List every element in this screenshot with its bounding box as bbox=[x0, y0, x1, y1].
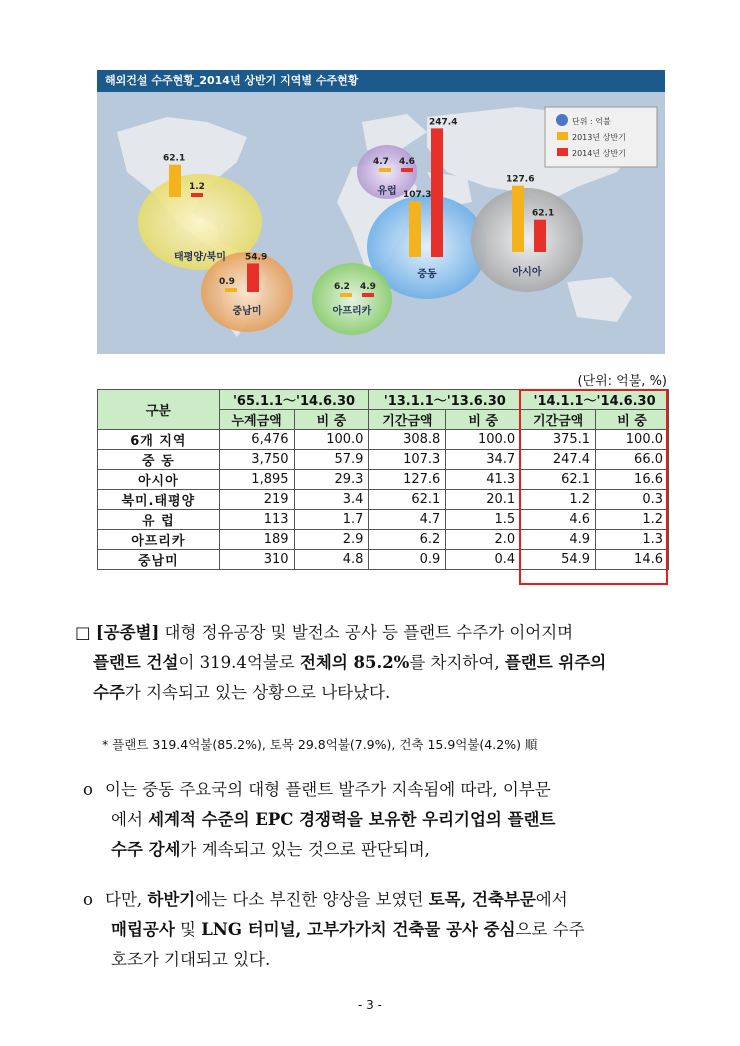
region-label: 아프리카 bbox=[332, 306, 372, 317]
table-cell: 1.2 bbox=[596, 510, 669, 530]
table-cell: 1,895 bbox=[219, 470, 294, 490]
bar-2013 bbox=[225, 288, 237, 292]
text: 에는 다소 부진한 양상을 보였던 bbox=[195, 890, 429, 909]
table-cell: 100.0 bbox=[446, 430, 521, 450]
subheader: 비 중 bbox=[294, 410, 369, 430]
table-cell: 16.6 bbox=[596, 470, 669, 490]
infographic-title: 해외건설 수주현황_2014년 상반기 지역별 수주현황 bbox=[97, 70, 665, 92]
table-row bbox=[98, 530, 669, 550]
legend bbox=[545, 107, 657, 167]
value-label-2013: 62.1 bbox=[163, 153, 186, 164]
table-cell: 62.1 bbox=[369, 490, 446, 510]
table-row bbox=[98, 450, 669, 470]
table-cell: 6.2 bbox=[369, 530, 446, 550]
table-cell: 2.9 bbox=[294, 530, 369, 550]
bullet-1 bbox=[75, 775, 675, 865]
table-row bbox=[98, 550, 669, 570]
table-cell: 100.0 bbox=[294, 430, 369, 450]
page-number: - 3 - bbox=[358, 998, 382, 1012]
section-heading: [공종별] bbox=[95, 623, 160, 642]
region-label: 중남미 bbox=[232, 306, 262, 317]
row-label: 중 동 bbox=[98, 450, 220, 470]
world-map-chart bbox=[97, 92, 665, 354]
svg-text:2013년 상반기: 2013년 상반기 bbox=[572, 133, 626, 142]
bullet-icon: o bbox=[83, 890, 93, 909]
bold-text: 플랜트 위주의 bbox=[504, 653, 607, 672]
bar-2013 bbox=[169, 165, 181, 197]
unit-note: (단위: 억불, %) bbox=[577, 374, 667, 389]
table-row bbox=[98, 470, 669, 490]
text: 이 319.4억불로 bbox=[178, 653, 300, 672]
bar-2013 bbox=[512, 186, 524, 252]
row-label: 아프리카 bbox=[98, 530, 220, 550]
svg-text:2014년 상반기: 2014년 상반기 bbox=[572, 149, 626, 158]
value-label-2014: 1.2 bbox=[189, 182, 205, 192]
value-label-2014: 247.4 bbox=[429, 117, 458, 128]
table-cell: 2.0 bbox=[446, 530, 521, 550]
table-cell: 247.4 bbox=[521, 450, 596, 470]
table-cell: 62.1 bbox=[521, 470, 596, 490]
subheader: 기간금액 bbox=[369, 410, 446, 430]
table-cell: 100.0 bbox=[596, 430, 669, 450]
header-group: 구분 bbox=[98, 390, 220, 430]
table-cell: 0.4 bbox=[446, 550, 521, 570]
table-cell: 4.9 bbox=[521, 530, 596, 550]
row-label: 아시아 bbox=[98, 470, 220, 490]
bar-2014 bbox=[362, 293, 374, 297]
region-infographic bbox=[97, 70, 665, 354]
checkbox-icon: □ bbox=[75, 623, 91, 642]
table-cell: 127.6 bbox=[369, 470, 446, 490]
value-label-2013: 127.6 bbox=[506, 174, 535, 185]
bar-2014 bbox=[401, 168, 413, 172]
table-cell: 3.4 bbox=[294, 490, 369, 510]
bold-text: 수주 강세 bbox=[111, 840, 181, 859]
table-cell: 54.9 bbox=[521, 550, 596, 570]
value-label-2014: 62.1 bbox=[532, 208, 555, 219]
value-label-2013: 6.2 bbox=[334, 282, 350, 292]
bullet-icon: o bbox=[83, 780, 93, 799]
bar-2014 bbox=[534, 220, 546, 252]
bold-text: LNG 터미널, 고부가가치 건축물 공사 중심 bbox=[201, 920, 516, 939]
text: 으로 수주 bbox=[515, 920, 585, 939]
table-cell: 107.3 bbox=[369, 450, 446, 470]
table-cell: 189 bbox=[219, 530, 294, 550]
bar-2014 bbox=[191, 193, 203, 197]
svg-text:단위 : 억불: 단위 : 억불 bbox=[572, 117, 611, 126]
value-label-2014: 4.6 bbox=[399, 157, 415, 167]
table-row bbox=[98, 490, 669, 510]
table-cell: 308.8 bbox=[369, 430, 446, 450]
table-cell: 4.8 bbox=[294, 550, 369, 570]
bar-2013 bbox=[409, 201, 421, 257]
text: 대형 정유공장 및 발전소 공사 등 플랜트 수주가 이어지며 bbox=[159, 623, 574, 642]
region-table bbox=[97, 389, 669, 570]
bar-2014 bbox=[247, 263, 259, 292]
bar-2013 bbox=[340, 293, 352, 297]
table-cell: 34.7 bbox=[446, 450, 521, 470]
region-label: 태평양/북미 bbox=[174, 252, 226, 263]
table-cell: 41.3 bbox=[446, 470, 521, 490]
table-cell: 113 bbox=[219, 510, 294, 530]
table-cell: 0.3 bbox=[596, 490, 669, 510]
table-cell: 1.5 bbox=[446, 510, 521, 530]
bold-text: 토목, 건축부문 bbox=[428, 890, 536, 909]
text: 이는 중동 주요국의 대형 플랜트 발주가 지속됨에 따라, 이부문 bbox=[105, 780, 551, 799]
text: 호조가 기대되고 있다. bbox=[111, 950, 271, 969]
table-cell: 66.0 bbox=[596, 450, 669, 470]
value-label-2013: 4.7 bbox=[373, 157, 389, 167]
region-label: 중동 bbox=[417, 269, 437, 280]
subheader: 기간금액 bbox=[521, 410, 596, 430]
text: 에서 bbox=[535, 890, 568, 909]
bold-text: 수주 bbox=[93, 683, 125, 702]
table-cell: 310 bbox=[219, 550, 294, 570]
table-cell: 1.7 bbox=[294, 510, 369, 530]
bold-text: 세계적 수준의 EPC 경쟁력을 보유한 우리기업의 플랜트 bbox=[148, 810, 556, 829]
section-paragraph bbox=[75, 618, 675, 708]
text: 에서 bbox=[111, 810, 149, 829]
region-label: 아시아 bbox=[512, 267, 542, 278]
table-cell: 6,476 bbox=[219, 430, 294, 450]
text: 다만, bbox=[105, 890, 148, 909]
header-period: '65.1.1～'14.6.30 bbox=[219, 390, 369, 410]
subheader: 비 중 bbox=[596, 410, 669, 430]
table-cell: 57.9 bbox=[294, 450, 369, 470]
value-label-2014: 4.9 bbox=[360, 282, 376, 292]
table-cell: 3,750 bbox=[219, 450, 294, 470]
bold-text: 전체의 85.2% bbox=[299, 653, 410, 672]
text: 가 계속되고 있는 것으로 판단되며, bbox=[180, 840, 430, 859]
table-row bbox=[98, 430, 669, 450]
table-cell: 375.1 bbox=[521, 430, 596, 450]
value-label-2013: 107.3 bbox=[403, 190, 432, 201]
region-label: 유럽 bbox=[377, 186, 397, 197]
bold-text: 하반기 bbox=[147, 890, 196, 909]
table-cell: 0.9 bbox=[369, 550, 446, 570]
subheader: 비 중 bbox=[446, 410, 521, 430]
header-period: '13.1.1～'13.6.30 bbox=[369, 390, 521, 410]
table-cell: 1.2 bbox=[521, 490, 596, 510]
bar-2014 bbox=[431, 128, 443, 257]
bullet-2 bbox=[75, 885, 675, 975]
subheader: 누계금액 bbox=[219, 410, 294, 430]
table-cell: 219 bbox=[219, 490, 294, 510]
table-cell: 4.6 bbox=[521, 510, 596, 530]
bar-2013 bbox=[379, 168, 391, 172]
row-label: 북미.태평양 bbox=[98, 490, 220, 510]
bold-text: 매립공사 bbox=[111, 920, 175, 939]
row-label: 6개 지역 bbox=[98, 430, 220, 450]
text: 가 지속되고 있는 상황으로 나타났다. bbox=[124, 683, 391, 702]
row-label: 유 럽 bbox=[98, 510, 220, 530]
value-label-2013: 0.9 bbox=[219, 277, 235, 287]
table-row bbox=[98, 510, 669, 530]
value-label-2014: 54.9 bbox=[245, 252, 268, 263]
table-cell: 4.7 bbox=[369, 510, 446, 530]
footnote: * 플랜트 319.4억불(85.2%), 토목 29.8억불(7.9%), 건축 15.9억불(4.2%) 順 bbox=[102, 737, 538, 752]
table-cell: 20.1 bbox=[446, 490, 521, 510]
text: 및 bbox=[174, 920, 202, 939]
text: 를 차지하여, bbox=[409, 653, 505, 672]
table-cell: 1.3 bbox=[596, 530, 669, 550]
header-period: '14.1.1～'14.6.30 bbox=[521, 390, 669, 410]
table-cell: 29.3 bbox=[294, 470, 369, 490]
bold-text: 플랜트 건설 bbox=[93, 653, 179, 672]
table-cell: 14.6 bbox=[596, 550, 669, 570]
row-label: 중남미 bbox=[98, 550, 220, 570]
